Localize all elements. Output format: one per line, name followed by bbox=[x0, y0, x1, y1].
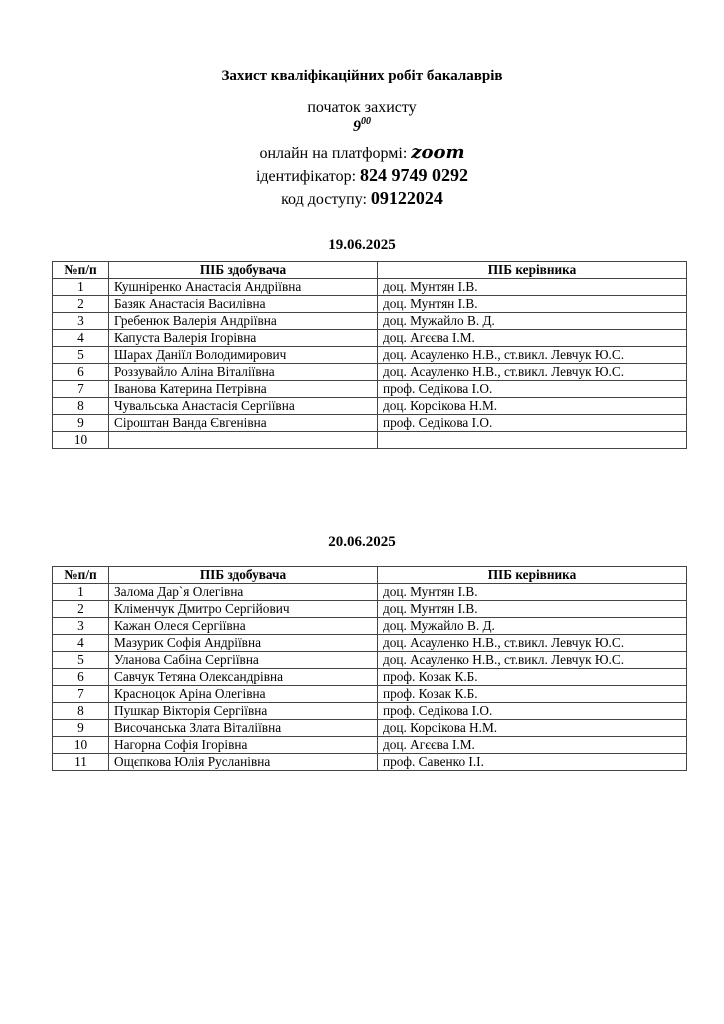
column-header-supervisor: ПІБ керівника bbox=[378, 262, 687, 279]
table-row bbox=[53, 601, 687, 618]
start-minutes: 00 bbox=[361, 116, 371, 127]
row-number: 2 bbox=[53, 601, 109, 618]
row-number: 6 bbox=[53, 669, 109, 686]
column-header-student: ПІБ здобувача bbox=[109, 262, 378, 279]
row-number: 4 bbox=[53, 635, 109, 652]
supervisor-name: доц. Мужайло В. Д. bbox=[378, 618, 687, 635]
supervisor-name: доц. Агєєва І.М. bbox=[378, 737, 687, 754]
table-row bbox=[53, 279, 687, 296]
session-date: 19.06.2025 bbox=[328, 237, 396, 253]
row-number: 3 bbox=[53, 313, 109, 330]
student-name: Роззувайло Аліна Віталіївна bbox=[109, 364, 378, 381]
row-number: 9 bbox=[53, 415, 109, 432]
student-name: Савчук Тетяна Олександрівна bbox=[109, 669, 378, 686]
row-number: 3 bbox=[53, 618, 109, 635]
table-row bbox=[53, 652, 687, 669]
student-name: Красноцок Аріна Олегівна bbox=[109, 686, 378, 703]
supervisor-name: проф. Козак К.Б. bbox=[378, 686, 687, 703]
table-row bbox=[53, 381, 687, 398]
session-table bbox=[52, 566, 687, 771]
row-number: 6 bbox=[53, 364, 109, 381]
table-row bbox=[53, 669, 687, 686]
table-header-row bbox=[53, 262, 687, 279]
table-row bbox=[53, 737, 687, 754]
session-date: 20.06.2025 bbox=[328, 534, 396, 550]
supervisor-name: проф. Седікова І.О. bbox=[378, 381, 687, 398]
session-rows bbox=[53, 584, 687, 771]
table-row bbox=[53, 313, 687, 330]
column-header-supervisor: ПІБ керівника bbox=[378, 567, 687, 584]
table-row bbox=[53, 584, 687, 601]
row-number: 5 bbox=[53, 652, 109, 669]
supervisor-name: проф. Седікова І.О. bbox=[378, 415, 687, 432]
student-name: Кушніренко Анастасія Андріївна bbox=[109, 279, 378, 296]
supervisor-name: доц. Корсікова Н.М. bbox=[378, 398, 687, 415]
supervisor-name: проф. Савенко І.І. bbox=[378, 754, 687, 771]
start-time bbox=[0, 116, 724, 136]
row-number: 5 bbox=[53, 347, 109, 364]
access-code-line bbox=[0, 188, 724, 209]
row-number: 10 bbox=[53, 737, 109, 754]
row-number: 7 bbox=[53, 686, 109, 703]
student-name: Базяк Анастасія Василівна bbox=[109, 296, 378, 313]
student-name: Гребенюк Валерія Андріївна bbox=[109, 313, 378, 330]
row-number: 10 bbox=[53, 432, 109, 449]
supervisor-name: доц. Мунтян І.В. bbox=[378, 584, 687, 601]
table-row bbox=[53, 618, 687, 635]
supervisor-name: доц. Асауленко Н.В., ст.викл. Левчук Ю.С. bbox=[378, 652, 687, 669]
row-number: 8 bbox=[53, 398, 109, 415]
student-name: Височанська Злата Віталіївна bbox=[109, 720, 378, 737]
student-name: Ощєпкова Юлія Русланівна bbox=[109, 754, 378, 771]
row-number: 1 bbox=[53, 279, 109, 296]
row-number: 11 bbox=[53, 754, 109, 771]
table-header-row bbox=[53, 567, 687, 584]
meeting-id-label: ідентифікатор: bbox=[255, 168, 357, 185]
table-row bbox=[53, 720, 687, 737]
table-row bbox=[53, 686, 687, 703]
start-label: початок захисту bbox=[307, 99, 417, 116]
supervisor-name bbox=[378, 432, 687, 449]
session-table bbox=[52, 261, 687, 449]
student-name: Мазурик Софія Андріївна bbox=[109, 635, 378, 652]
student-name: Іванова Катерина Петрівна bbox=[109, 381, 378, 398]
table-row bbox=[53, 347, 687, 364]
student-name: Кажан Олеся Сергіївна bbox=[109, 618, 378, 635]
table-row bbox=[53, 703, 687, 720]
platform-line bbox=[0, 142, 724, 163]
access-code-label: код доступу: bbox=[281, 191, 367, 208]
student-name: Нагорна Софія Ігорівна bbox=[109, 737, 378, 754]
table-row bbox=[53, 754, 687, 771]
meeting-id-value: 824 9749 0292 bbox=[360, 165, 469, 185]
table-row bbox=[53, 398, 687, 415]
table-row bbox=[53, 415, 687, 432]
table-row bbox=[53, 432, 687, 449]
row-number: 1 bbox=[53, 584, 109, 601]
supervisor-name: доц. Мунтян І.В. bbox=[378, 296, 687, 313]
supervisor-name: проф. Седікова І.О. bbox=[378, 703, 687, 720]
row-number: 7 bbox=[53, 381, 109, 398]
meeting-id-line bbox=[0, 165, 724, 186]
column-header-number: №п/п bbox=[53, 262, 109, 279]
student-name: Капуста Валерія Ігорівна bbox=[109, 330, 378, 347]
student-name: Шарах Даніїл Володимирович bbox=[109, 347, 378, 364]
student-name: Пушкар Вікторія Сергіївна bbox=[109, 703, 378, 720]
supervisor-name: проф. Козак К.Б. bbox=[378, 669, 687, 686]
supervisor-name: доц. Агєєва І.М. bbox=[378, 330, 687, 347]
supervisor-name: доц. Мужайло В. Д. bbox=[378, 313, 687, 330]
table-row bbox=[53, 330, 687, 347]
supervisor-name: доц. Асауленко Н.В., ст.викл. Левчук Ю.С. bbox=[378, 364, 687, 381]
supervisor-name: доц. Мунтян І.В. bbox=[378, 601, 687, 618]
platform-value: zoom bbox=[411, 142, 465, 163]
supervisor-name: доц. Мунтян І.В. bbox=[378, 279, 687, 296]
row-number: 2 bbox=[53, 296, 109, 313]
student-name: Залома Дар`я Олегівна bbox=[109, 584, 378, 601]
supervisor-name: доц. Асауленко Н.В., ст.викл. Левчук Ю.С. bbox=[378, 635, 687, 652]
column-header-number: №п/п bbox=[53, 567, 109, 584]
student-name: Уланова Сабіна Сергіївна bbox=[109, 652, 378, 669]
supervisor-name: доц. Асауленко Н.В., ст.викл. Левчук Ю.С. bbox=[378, 347, 687, 364]
platform-label: онлайн на платформі: bbox=[259, 145, 408, 162]
start-hour: 9 bbox=[353, 118, 361, 135]
document-title: Захист кваліфікаційних робіт бакалаврів bbox=[221, 68, 503, 84]
student-name: Кліменчук Дмитро Сергійович bbox=[109, 601, 378, 618]
row-number: 9 bbox=[53, 720, 109, 737]
row-number: 4 bbox=[53, 330, 109, 347]
access-code-value: 09122024 bbox=[370, 188, 443, 208]
student-name: Чувальська Анастасія Сергіївна bbox=[109, 398, 378, 415]
table-row bbox=[53, 635, 687, 652]
table-row bbox=[53, 296, 687, 313]
session-rows bbox=[53, 279, 687, 449]
student-name bbox=[109, 432, 378, 449]
table-row bbox=[53, 364, 687, 381]
row-number: 8 bbox=[53, 703, 109, 720]
student-name: Сіроштан Ванда Євгенівна bbox=[109, 415, 378, 432]
supervisor-name: доц. Корсікова Н.М. bbox=[378, 720, 687, 737]
column-header-student: ПІБ здобувача bbox=[109, 567, 378, 584]
